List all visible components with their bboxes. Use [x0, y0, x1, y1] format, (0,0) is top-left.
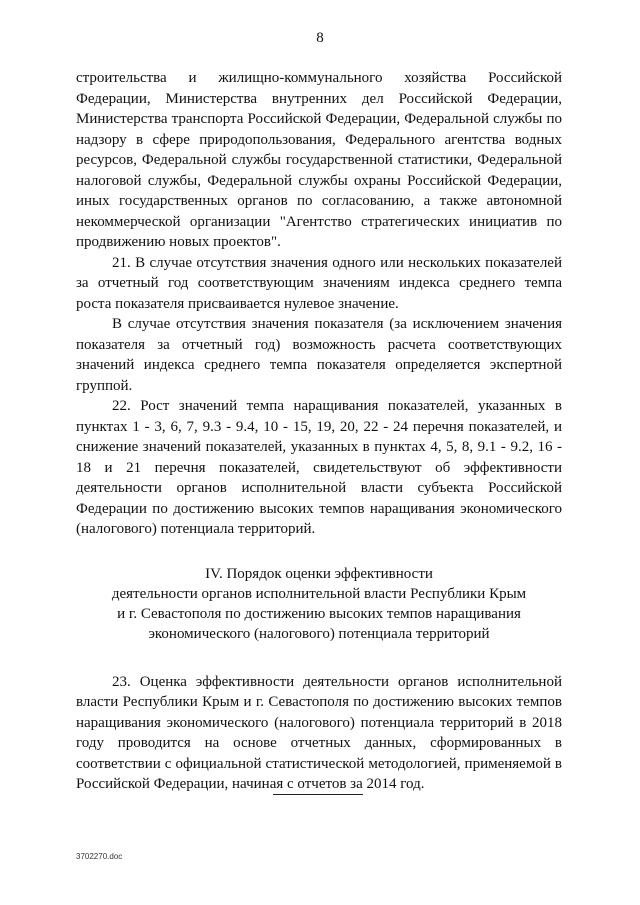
section-heading-line-4: экономического (налогового) потенциала территорий	[148, 625, 490, 642]
paragraph-21: 21. В случае отсутствия значения одного или нескольких показателей за отчетный год соответствующим значениям индекса среднего темпа роста показателя присваивается нулевое значение.	[76, 254, 562, 312]
closing-rule	[273, 794, 363, 795]
paragraph-22: 22. Рост значений темпа наращивания показателей, указанных в пунктах 1 - 3, 6, 7, 9.3 - 9.4, 10 - 15, 19, 20, 22 - 24 перечня показателей, и снижение значений показателей, указанных в пунктах 4, 5, 8, 9.1 - 9.2, 16 - 18 и 21 перечня показателей, свидетельствуют об эффективности деятельности органов исполнительной власти субъекта Российской Федерации по достижению высоких темпов наращивания экономического (налогового) потенциала территорий.	[76, 398, 562, 537]
paragraph-21-second: В случае отсутствия значения показателя (за исключением значения показателя за отчетный год) возможность расчета соответствующих значений индекса среднего темпа показателя определяется экспертной группой.	[76, 316, 562, 394]
paragraph-continuation: строительства и жилищно-коммунального хозяйства Российской Федерации, Министерства внутренних дел Российской Федерации, Министерства транспорта Российской Федерации, Федеральной службы по надзору в сфере природопользования, Федерального агентства водных ресурсов, Федеральной службы государственной статистики, Федеральной налоговой службы, Федеральной службы охраны Российской Федерации, иных государственных органов по согласованию, а также автономной некоммерческой организации "Агентство стратегических инициатив по продвижению новых проектов".	[76, 70, 562, 250]
page-number: 8	[316, 30, 324, 46]
section-heading-line-1: IV. Порядок оценки эффективности	[205, 565, 433, 582]
document-code: 3702270.doc	[76, 852, 123, 861]
document-body	[76, 68, 562, 795]
paragraph-23: 23. Оценка эффективности деятельности органов исполнительной власти Республики Крым и г. Севастополя по достижению высоких темпов наращивания экономического (налогового) потенциала территорий в 2018 году проводится на основе отчетных данных, сформированных в соответствии с официальной статистической методологией, применяемой в Российской Федерации, начиная с отчетов за 2014 год.	[76, 673, 562, 792]
section-heading-line-2: деятельности органов исполнительной власти Республики Крым	[111, 585, 527, 602]
section-heading-line-3: и г. Севастополя по достижению высоких темпов наращивания	[117, 605, 521, 622]
section-heading	[76, 564, 562, 644]
